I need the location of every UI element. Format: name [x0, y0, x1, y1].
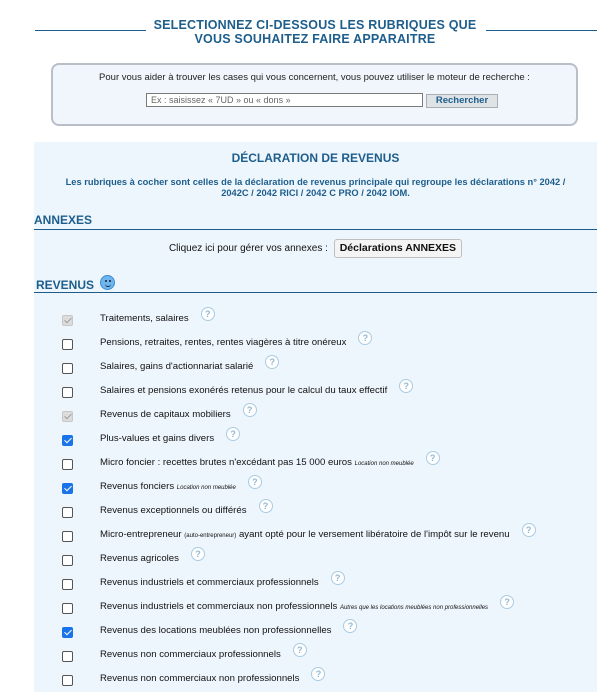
revenu-label-text: Revenus de capitaux mobiliers — [100, 409, 231, 420]
revenu-label-text: Revenus des locations meublées non professionnelles — [100, 625, 332, 636]
search-button[interactable]: Rechercher — [426, 94, 498, 108]
revenu-label-suffix: ayant opté pour le versement libératoire de l'impôt sur le revenu — [238, 529, 510, 540]
revenu-label — [100, 333, 372, 348]
revenu-label-text: Revenus exceptionnels ou différés — [100, 505, 247, 516]
help-icon[interactable]: ? — [426, 451, 440, 465]
revenu-label-text: Micro-entrepreneur — [100, 529, 182, 540]
revenu-label-text: Revenus non commerciaux non professionnels — [100, 673, 300, 684]
revenu-row — [34, 476, 597, 500]
help-icon[interactable]: ? — [399, 379, 413, 393]
smiley-icon[interactable] — [100, 275, 115, 290]
annexes-prompt: Cliquez ici pour gérer vos annexes : — [168, 243, 328, 255]
help-icon[interactable]: ? — [331, 571, 345, 585]
declaration-title: DÉCLARATION DE REVENUS — [231, 151, 400, 165]
revenus-heading: REVENUS — [36, 278, 95, 292]
revenu-note: Location non meublée — [176, 485, 236, 491]
revenu-checkbox[interactable] — [62, 603, 73, 614]
header-left-rule — [35, 30, 146, 31]
revenu-checkbox[interactable] — [62, 363, 73, 374]
revenu-row — [34, 452, 597, 476]
revenu-label-text: Plus-values et gains divers — [100, 433, 215, 444]
revenu-row — [34, 500, 597, 524]
help-icon[interactable]: ? — [191, 547, 205, 561]
revenu-row — [34, 404, 597, 428]
revenu-row — [34, 548, 597, 572]
revenu-row — [34, 428, 597, 452]
revenu-row — [34, 596, 597, 620]
revenu-checkbox[interactable] — [62, 627, 73, 638]
revenu-row — [34, 380, 597, 404]
revenu-label — [100, 645, 307, 660]
revenu-label-text: Traitements, salaires — [100, 313, 189, 324]
revenu-label — [100, 477, 262, 492]
page-title: SELECTIONNEZ CI-DESSOUS LES RUBRIQUES QUE VOUS SOUHAITEZ FAIRE APPARAITRE — [153, 18, 477, 46]
revenu-checkbox[interactable] — [62, 507, 73, 518]
revenu-label — [100, 453, 440, 468]
annexes-header — [34, 213, 597, 231]
revenu-checkbox[interactable] — [62, 651, 73, 662]
revenu-label-text: Salaires, gains d'actionnariat salarié — [100, 361, 254, 372]
annexes-heading: ANNEXES — [34, 213, 93, 227]
revenu-checkbox[interactable] — [62, 555, 73, 566]
search-input[interactable] — [146, 93, 423, 107]
annexes-row — [34, 239, 597, 258]
revenu-label-text: Pensions, retraites, rentes, rentes viagères à titre onéreux — [100, 337, 347, 348]
annexes-button[interactable]: Déclarations ANNEXES — [334, 239, 462, 258]
revenu-label-text: Micro foncier : recettes brutes n'excédant pas 15 000 euros — [100, 457, 352, 468]
declaration-panel — [34, 142, 597, 692]
search-hint: Pour vous aider à trouver les cases qui vous concernent, vous pouvez utiliser le moteur de recherche : — [99, 72, 530, 83]
help-icon[interactable]: ? — [226, 427, 240, 441]
revenu-row — [34, 668, 597, 692]
revenu-note: Location non meublée — [354, 461, 414, 467]
revenu-label — [100, 525, 536, 540]
search-panel — [51, 63, 578, 126]
help-icon[interactable]: ? — [248, 475, 262, 489]
help-icon[interactable]: ? — [293, 643, 307, 657]
revenu-label — [100, 357, 279, 372]
revenu-label — [100, 549, 205, 564]
help-icon[interactable]: ? — [265, 355, 279, 369]
revenu-row — [34, 524, 597, 548]
revenu-checkbox[interactable] — [62, 459, 73, 470]
revenu-row — [34, 332, 597, 356]
revenu-label-text: Salaires et pensions exonérés retenus pour le calcul du taux effectif — [100, 385, 388, 396]
revenu-row — [34, 572, 597, 596]
revenu-label — [100, 573, 345, 588]
revenu-label — [100, 669, 325, 684]
help-icon[interactable]: ? — [243, 403, 257, 417]
page-header — [0, 0, 601, 60]
revenu-note: (auto-entrepreneur) — [184, 533, 237, 539]
revenu-label — [100, 621, 357, 636]
revenu-checkbox — [62, 411, 73, 422]
help-icon[interactable]: ? — [358, 331, 372, 345]
revenu-checkbox[interactable] — [62, 675, 73, 686]
revenu-checkbox[interactable] — [62, 483, 73, 494]
help-icon[interactable]: ? — [343, 619, 357, 633]
revenus-rule — [34, 292, 597, 293]
revenu-label-text: Revenus fonciers — [100, 481, 175, 492]
revenu-checkbox — [62, 315, 73, 326]
revenu-label — [100, 501, 273, 516]
declaration-description: Les rubriques à cocher sont celles de la déclaration de revenus principale qui regroupe les déclarations n° 2042 / 2042C / 2042 RICI / 2042 C PRO / 2042 IOM. — [65, 177, 566, 198]
revenu-checkbox[interactable] — [62, 579, 73, 590]
help-icon[interactable]: ? — [201, 307, 215, 321]
help-icon[interactable]: ? — [311, 667, 325, 681]
revenu-row — [34, 308, 597, 332]
revenu-row — [34, 620, 597, 644]
revenu-label-text: Revenus non commerciaux professionnels — [100, 649, 281, 660]
help-icon[interactable]: ? — [500, 595, 514, 609]
revenu-label-text: Revenus industriels et commerciaux non professionnels — [100, 601, 338, 612]
revenu-note: Autres que les locations meublées non professionnelles — [339, 605, 489, 611]
annexes-rule — [34, 229, 597, 230]
revenu-row — [34, 356, 597, 380]
revenu-label — [100, 381, 413, 396]
header-right-rule — [486, 30, 597, 31]
revenu-label — [100, 405, 257, 420]
revenu-row — [34, 644, 597, 668]
revenu-label — [100, 597, 514, 612]
revenu-label-text: Revenus agricoles — [100, 553, 179, 564]
help-icon[interactable]: ? — [522, 523, 536, 537]
revenus-header — [34, 278, 597, 296]
revenu-label — [100, 429, 240, 444]
help-icon[interactable]: ? — [259, 499, 273, 513]
revenu-label-text: Revenus industriels et commerciaux professionnels — [100, 577, 319, 588]
revenu-checkbox[interactable] — [62, 339, 73, 350]
revenu-checkbox[interactable] — [62, 387, 73, 398]
revenu-checkbox[interactable] — [62, 435, 73, 446]
revenu-label — [100, 309, 215, 324]
revenu-checkbox[interactable] — [62, 531, 73, 542]
